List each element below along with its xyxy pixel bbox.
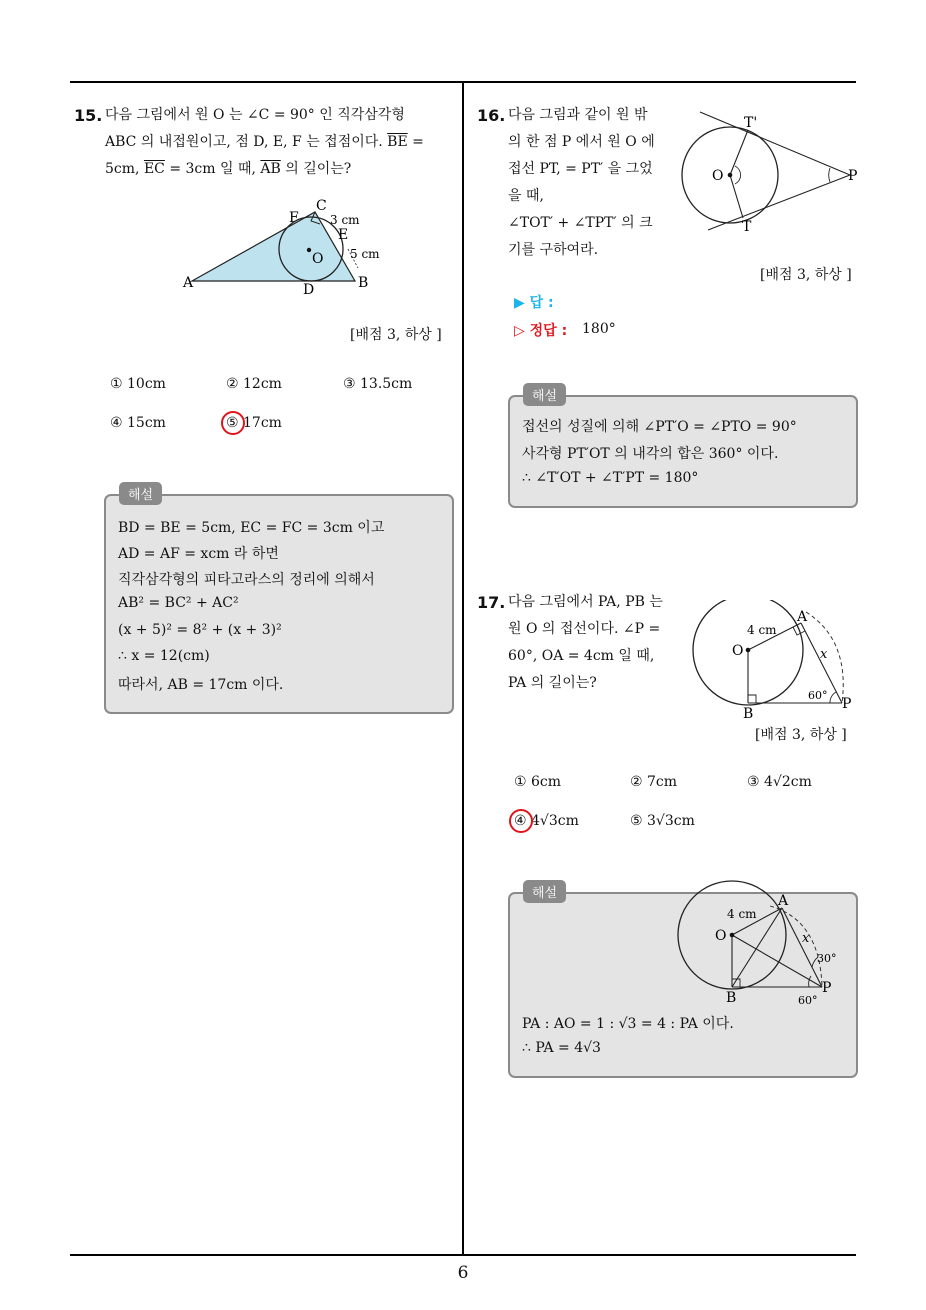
q15-choice-2[interactable]: ② 12cm [226,376,282,392]
q15-solution-line6: ∴ x = 12(cm) [118,648,210,664]
q16-correct-label: ▷ 정답 : [514,323,568,339]
q17-answer-mark-icon [509,809,533,833]
q16-correct-value: 180° [582,321,616,337]
q16-figure [680,110,870,240]
q15-fig-label-eb: 5 cm [350,247,380,261]
q17-fig-label-o: O [732,643,744,659]
q15-fig-label-ec: 3 cm [330,213,360,227]
q17-solution-tag: 해설 [523,880,566,903]
q17-fig-label-r: 4 cm [747,623,777,637]
q15-fig-label-e: E [338,227,349,243]
q17-sol-fig-label-60: 60° [798,994,818,1007]
q17-score: [배점 3, 하상 ] [755,727,847,743]
q15-text [105,102,457,183]
q17-fig-label-angle: 60° [808,689,828,702]
q17-line3: 60°, OA = 4cm 일 때, [508,648,655,664]
q15-choice-4[interactable]: ④ 15cm [110,415,166,431]
q15-answer-mark-icon [221,411,245,435]
q17-sol-fig-label-x: x [802,931,810,946]
q15-fig-label-o: O [312,251,324,267]
q15-solution-line5: (x + 5)² = 8² + (x + 3)² [118,622,282,638]
q17-number: 17. [477,593,506,612]
q17-text [508,589,678,697]
q17-sol-fig-label-o: O [715,928,727,944]
q16-fig-label-p: P [848,168,858,184]
q17-choice-5[interactable]: ⑤ 3√3cm [630,813,695,829]
q17-line4: PA 의 길이는? [508,675,597,691]
q17-choice-3[interactable]: ③ 4√2cm [747,774,812,790]
q15-fig-label-b: B [358,275,369,291]
bottom-rule [70,1254,856,1256]
q17-figure [690,600,870,720]
q16-answer-label: ▶ 답 : [514,295,554,311]
q15-solution-tag: 해설 [119,482,162,505]
q17-line1: 다음 그림에서 PA, PB 는 [508,594,663,610]
q15-fig-label-d: D [303,282,315,298]
q16-line2: 의 한 점 P 에서 원 O 에 [508,134,655,150]
q16-solution-tag: 해설 [523,383,566,406]
q15-fig-label-a: A [183,275,194,291]
q17-solution-line1: PA : AO = 1 : √3 = 4 : PA 이다. [522,1016,734,1032]
q15-solution-line2: AD = AF = xcm 라 하면 [118,546,279,562]
q17-sol-fig-label-b: B [726,990,737,1006]
q17-choice-4[interactable]: ④ 4√3cm [514,813,579,829]
page-number: 6 [457,1263,469,1283]
q16-line4: 을 때, [508,188,544,204]
q16-score: [배점 3, 하상 ] [760,267,852,283]
q17-solution-figure [672,880,852,1010]
q17-fig-label-a: A [797,609,808,625]
q16-fig-label-t: T [742,219,752,235]
q17-fig-label-p: P [842,696,852,712]
q17-choice-1[interactable]: ① 6cm [514,774,562,790]
q16-solution-line2: 사각형 PT′OT 의 내각의 합은 360° 이다. [522,446,779,462]
q15-solution-line3: 직각삼각형의 피타고라스의 정리에 의해서 [118,572,375,588]
q17-fig-label-x: x [820,647,828,662]
column-divider [462,82,464,1256]
q15-choice-1[interactable]: ① 10cm [110,376,166,392]
q16-number: 16. [477,106,506,125]
q16-line5: ∠TOT′ + ∠TPT′ 의 크 [508,215,653,231]
q15-fig-label-c: C [316,198,327,214]
q15-choice-5[interactable]: ⑤ 17cm [226,415,282,431]
q16-line1: 다음 그림과 같이 원 밖 [508,107,648,123]
q16-solution-line1: 접선의 성질에 의해 ∠PT′O = ∠PTO = 90° [522,419,797,435]
q15-fig-label-f: F [289,210,299,226]
q17-fig-label-b: B [743,706,754,720]
q15-number: 15. [74,106,103,125]
q17-choice-2[interactable]: ② 7cm [630,774,678,790]
q17-sol-fig-label-30: 30° [817,952,837,965]
q15-figure [170,190,400,300]
q17-sol-fig-label-p: P [822,980,832,996]
q15-solution-line7: 따라서, AB = 17cm 이다. [118,677,284,693]
q16-line6: 기를 구하여라. [508,242,599,258]
q15-line1: 다음 그림에서 원 O 는 ∠C = 90° 인 직각삼각형 [105,107,405,123]
q15-score: [배점 3, 하상 ] [350,327,442,343]
q16-solution-line3: ∴ ∠T′OT + ∠T′PT = 180° [522,470,699,486]
q17-solution-line2: ∴ PA = 4√3 [522,1040,601,1056]
q16-fig-label-t-prime: T' [744,115,758,131]
q15-solution-line4: AB² = BC² + AC² [118,595,239,611]
q15-line2: ABC 의 내접원이고, 점 D, E, F 는 접점이다. $\overline{BE}$ = [105,134,424,150]
q16-text [508,102,678,264]
q15-solution-line1: BD = BE = 5cm, EC = FC = 3cm 이고 [118,520,385,536]
q16-fig-label-o: O [712,168,724,184]
q16-line3: 접선 PT, = PT′ 을 그었 [508,161,653,177]
q15-choice-3[interactable]: ③ 13.5cm [343,376,413,392]
q17-sol-fig-label-a: A [778,893,789,909]
q15-line3: 5cm, $\overline{EC} = 3cm$ 일 때, $\overline{AB}$ 의 길이는? [105,161,352,177]
q17-line2: 원 O 의 접선이다. ∠P = [508,621,661,637]
q17-sol-fig-label-r: 4 cm [727,907,757,921]
